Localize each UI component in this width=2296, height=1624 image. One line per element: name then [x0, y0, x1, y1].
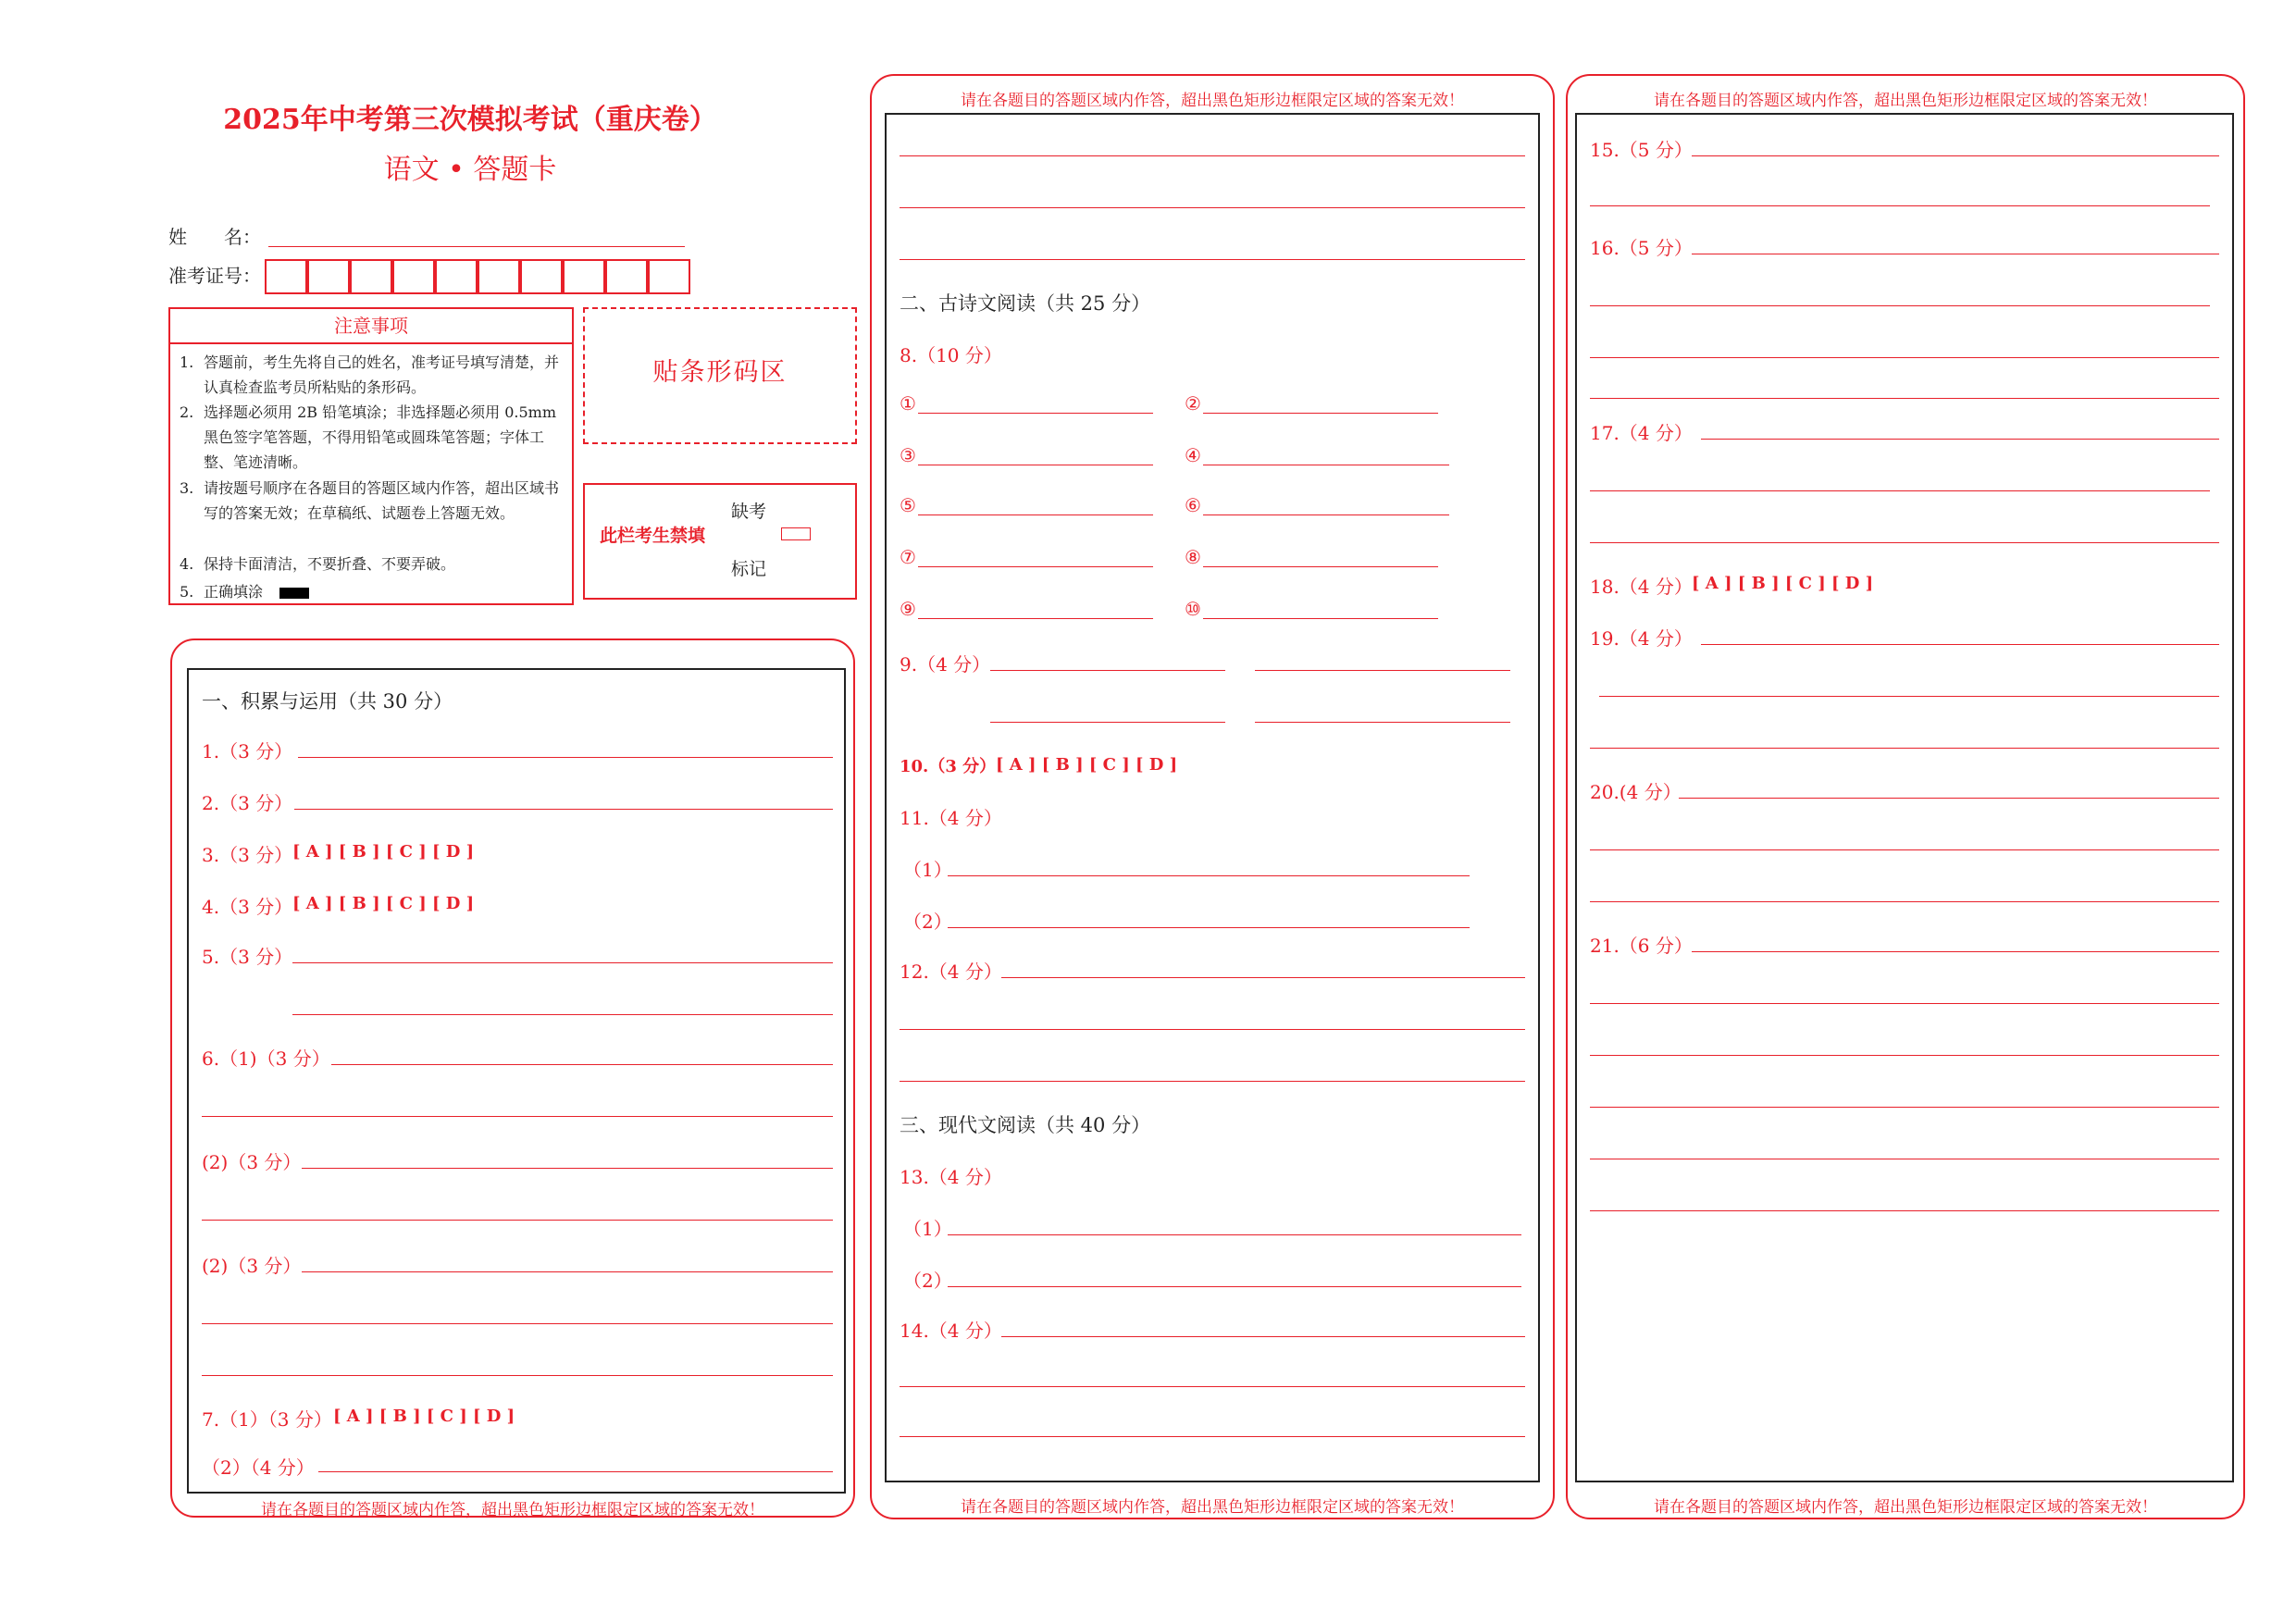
absent-mark-box	[583, 483, 857, 600]
q10-label: 10.（3 分）	[900, 757, 997, 776]
q21-answer-line[interactable]	[1692, 951, 2219, 952]
q6-3-answer-line[interactable]	[302, 1271, 833, 1272]
q21-answer-line[interactable]	[1590, 1055, 2219, 1056]
q15-label: 15.（5 分）	[1590, 139, 1693, 161]
note-number: 3.	[180, 479, 194, 497]
note-number: 5.	[180, 583, 194, 601]
q1-label: 1.（3 分）	[202, 740, 293, 762]
q11-label: 11.（4 分）	[900, 807, 1002, 829]
q20-label: 20.(4 分）	[1590, 781, 1682, 803]
q8-blank-number: ④	[1185, 444, 1201, 466]
q6-3-answer-line[interactable]	[202, 1323, 833, 1324]
q14-label: 14.（4 分）	[900, 1320, 1002, 1342]
q17-answer-line[interactable]	[1590, 542, 2219, 543]
answer-line[interactable]	[900, 259, 1525, 260]
exam-id-digit-box[interactable]	[478, 259, 520, 294]
name-label: 姓 名：	[168, 226, 261, 248]
q6-3-label: (2)（3 分）	[202, 1255, 302, 1277]
q16-answer-line[interactable]	[1590, 305, 2210, 306]
q8-blank-number: ⑧	[1185, 546, 1201, 568]
q9-label: 9.（4 分）	[900, 653, 991, 676]
q8-blank-number: ①	[900, 392, 916, 415]
notes-title: 注意事项	[170, 309, 572, 344]
exam-id-digit-box[interactable]	[350, 259, 392, 294]
q18-label: 18.（4 分）	[1590, 576, 1693, 598]
exam-id-digit-box[interactable]	[435, 259, 478, 294]
warning-text: 请在各题目的答题区域内作答，超出黑色矩形边框限定区域的答案无效！	[1654, 1498, 2157, 1517]
q1-answer-line[interactable]	[298, 757, 833, 758]
note-text: 保持卡面清洁，不要折叠、不要弄破。	[204, 555, 456, 573]
q8-blank-number: ③	[900, 444, 916, 466]
q4-label: 4.（3 分）	[202, 896, 293, 918]
answer-line[interactable]	[900, 155, 1525, 156]
answer-line[interactable]	[900, 207, 1525, 208]
q6-2-answer-line[interactable]	[202, 1220, 833, 1221]
q12-answer-line[interactable]	[1001, 977, 1525, 978]
q6-3-answer-line[interactable]	[202, 1375, 833, 1376]
q2-answer-line[interactable]	[294, 809, 833, 810]
q16-answer-line[interactable]	[1590, 357, 2219, 358]
notes-box	[168, 307, 574, 605]
q20-answer-line[interactable]	[1590, 849, 2219, 850]
q12-answer-line[interactable]	[900, 1081, 1525, 1082]
note-text: 答题前，考生先将自己的姓名，准考证号填写清楚，并认真检查监考员所粘贴的条形码。	[204, 353, 560, 396]
exam-id-digit-box[interactable]	[307, 259, 350, 294]
absent-checkbox[interactable]	[781, 527, 811, 540]
q7-2-answer-line[interactable]	[318, 1471, 833, 1472]
barcode-label: 贴条形码区	[652, 358, 788, 387]
q12-answer-line[interactable]	[900, 1029, 1525, 1030]
q13-1-label: （1）	[903, 1218, 952, 1240]
q5-answer-line[interactable]	[292, 962, 833, 963]
answer-area-2	[885, 113, 1540, 1482]
q8-blank-number: ⑨	[900, 598, 916, 620]
q13-label: 13.（4 分）	[900, 1166, 1002, 1188]
q5-label: 5.（3 分）	[202, 946, 293, 968]
q11-2-answer-line[interactable]	[948, 927, 1470, 928]
q7-options[interactable]: [ A ] [ B ] [ C ] [ D ]	[333, 1407, 515, 1426]
q20-answer-line[interactable]	[1679, 798, 2219, 799]
q8-blank-line[interactable]	[1203, 514, 1449, 515]
q17-label: 17.（4 分）	[1590, 422, 1693, 444]
q19-answer-line[interactable]	[1701, 644, 2219, 645]
q2-label: 2.（3 分）	[202, 792, 293, 814]
q11-2-label: （2）	[903, 911, 952, 933]
q9-answer-line[interactable]	[990, 670, 1225, 671]
note-text: 选择题必须用 2B 铅笔填涂；非选择题必须用 0.5mm 黑色签字笔答题，不得用铅笔或圆珠笔答题；字体工整、笔迹清晰。	[204, 403, 556, 471]
q6-2-answer-line[interactable]	[302, 1168, 833, 1169]
q11-1-label: （1）	[903, 859, 952, 881]
q6-1-answer-line[interactable]	[202, 1116, 833, 1117]
section2-title: 二、古诗文阅读（共 25 分）	[900, 292, 1151, 315]
q7-1-label: 7.（1）（3 分）	[202, 1408, 332, 1431]
q13-2-answer-line[interactable]	[948, 1286, 1521, 1287]
q15-answer-line[interactable]	[1590, 205, 2210, 206]
warning-text: 请在各题目的答题区域内作答，超出黑色矩形边框限定区域的答案无效！	[961, 92, 1464, 110]
exam-id-digit-box[interactable]	[648, 259, 690, 294]
note-item	[180, 579, 565, 604]
q13-1-answer-line[interactable]	[948, 1234, 1521, 1235]
note-item	[180, 476, 565, 526]
q8-blank-number: ⑥	[1185, 494, 1201, 516]
q8-blank-number: ⑦	[900, 546, 916, 568]
note-text: 正确填涂	[204, 583, 264, 601]
q13-2-label: （2）	[903, 1270, 952, 1292]
q8-blank-line[interactable]	[918, 618, 1153, 619]
q3-options[interactable]: [ A ] [ B ] [ C ] [ D ]	[292, 842, 475, 862]
q16-answer-line[interactable]	[1590, 398, 2219, 399]
absent-label: 缺考	[731, 502, 767, 522]
q14-answer-line[interactable]	[900, 1386, 1525, 1387]
q3-label: 3.（3 分）	[202, 844, 293, 866]
q21-label: 21.（6 分）	[1590, 935, 1693, 957]
forbid-label: 此栏考生禁填	[600, 526, 706, 546]
q6-2-label: (2)（3 分）	[202, 1151, 302, 1173]
q6-1-label: 6.（1)（3 分）	[202, 1048, 330, 1070]
q8-blank-number: ⑩	[1185, 598, 1201, 620]
exam-id-label: 准考证号：	[168, 265, 261, 287]
q9-answer-line[interactable]	[1255, 670, 1510, 671]
q8-blank-line[interactable]	[1203, 566, 1438, 567]
barcode-area	[583, 307, 857, 444]
filled-bubble-sample	[279, 588, 309, 599]
name-field[interactable]	[268, 246, 685, 247]
q9-answer-line[interactable]	[990, 722, 1225, 723]
exam-title: 2025年中考第三次模拟考试（重庆卷）	[223, 104, 717, 136]
exam-id-digit-box[interactable]	[265, 259, 307, 294]
q21-answer-line[interactable]	[1590, 1210, 2219, 1211]
q15-answer-line[interactable]	[1692, 155, 2219, 156]
note-text: 请按题号顺序在各题目的答题区域内作答，超出区域书写的答案无效；在草稿纸、试题卷上答题无效。	[204, 479, 560, 522]
note-item	[180, 552, 565, 576]
q14-answer-line[interactable]	[1001, 1336, 1525, 1337]
q8-blank-line[interactable]	[918, 566, 1153, 567]
q21-answer-line[interactable]	[1590, 1003, 2219, 1004]
mark-label: 标记	[731, 559, 767, 579]
exam-id-digit-box[interactable]	[392, 259, 435, 294]
q8-blank-line[interactable]	[1203, 618, 1438, 619]
warning-text: 请在各题目的答题区域内作答，超出黑色矩形边框限定区域的答案无效！	[1654, 92, 2157, 110]
q8-blank-number: ②	[1185, 392, 1201, 415]
q9-answer-line[interactable]	[1255, 722, 1510, 723]
exam-id-digit-box[interactable]	[605, 259, 648, 294]
section3-title: 三、现代文阅读（共 40 分）	[900, 1114, 1151, 1136]
q8-label: 8.（10 分）	[900, 344, 1002, 366]
q7-2-label: （2）（4 分）	[202, 1457, 315, 1479]
exam-id-digit-box[interactable]	[520, 259, 563, 294]
q17-answer-line[interactable]	[1590, 490, 2210, 491]
q8-blank-line[interactable]	[918, 413, 1153, 414]
q14-answer-line[interactable]	[900, 1436, 1525, 1437]
exam-subtitle: 语文 • 答题卡	[383, 154, 557, 186]
note-item	[180, 400, 565, 475]
q8-blank-number: ⑤	[900, 494, 916, 516]
q19-label: 19.（4 分）	[1590, 627, 1693, 650]
q8-blank-line[interactable]	[918, 514, 1153, 515]
warning-text: 请在各题目的答题区域内作答，超出黑色矩形边框限定区域的答案无效！	[261, 1501, 764, 1519]
q21-answer-line[interactable]	[1590, 1107, 2219, 1108]
q12-label: 12.（4 分）	[900, 961, 1002, 983]
q4-options[interactable]: [ A ] [ B ] [ C ] [ D ]	[292, 894, 475, 913]
q19-answer-line[interactable]	[1590, 748, 2219, 749]
note-number: 1.	[180, 353, 194, 371]
q17-answer-line[interactable]	[1701, 439, 2219, 440]
q10-options[interactable]: [ A ] [ B ] [ C ] [ D ]	[996, 755, 1178, 775]
q11-1-answer-line[interactable]	[948, 875, 1470, 876]
q19-answer-line[interactable]	[1599, 696, 2219, 697]
q8-blank-line[interactable]	[1203, 413, 1438, 414]
q20-answer-line[interactable]	[1590, 901, 2219, 902]
warning-text: 请在各题目的答题区域内作答，超出黑色矩形边框限定区域的答案无效！	[961, 1498, 1464, 1517]
q5-answer-line[interactable]	[292, 1014, 833, 1015]
note-item	[180, 350, 565, 400]
q16-label: 16.（5 分）	[1590, 237, 1693, 259]
section1-title: 一、积累与运用（共 30 分）	[202, 690, 453, 713]
q18-options[interactable]: [ A ] [ B ] [ C ] [ D ]	[1692, 574, 1874, 593]
note-number: 4.	[180, 555, 194, 573]
exam-id-digit-box[interactable]	[563, 259, 605, 294]
note-number: 2.	[180, 403, 194, 421]
q6-1-answer-line[interactable]	[331, 1064, 833, 1065]
